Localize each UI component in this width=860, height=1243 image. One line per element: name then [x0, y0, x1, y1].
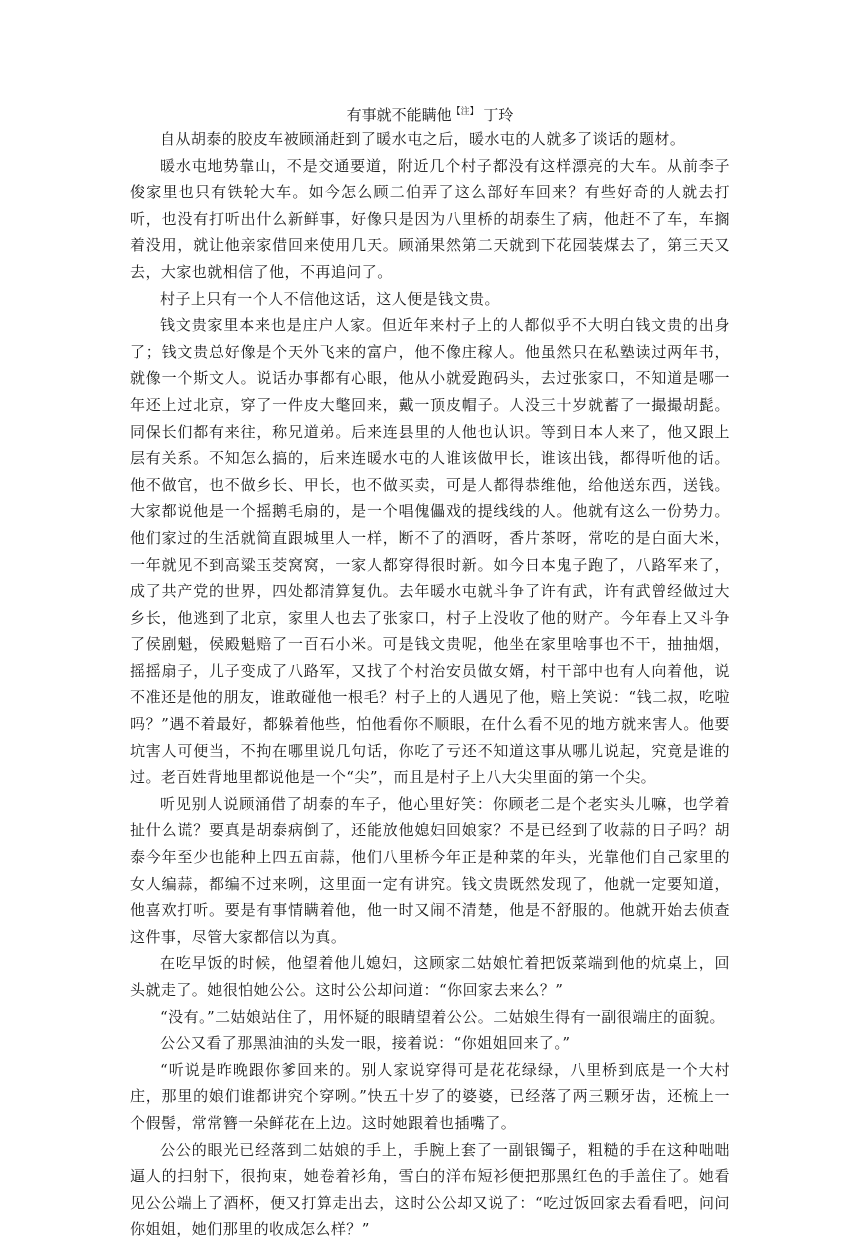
- footnote-marker: 【注】: [451, 107, 479, 117]
- document-body: [130, 126, 730, 1243]
- paragraph: 村子上只有一个人不信他这话，这人便是钱文贵。: [160, 289, 500, 308]
- paragraph: 钱文贵家里本来也是庄户人家。但近年来村子上的人都似乎不大明白钱文贵的出身了；钱文贵总好像是个天外飞来的富户，他不像庄稼人。他虽然只在私塾读过两年书，就像一个斯文人。说话办事都有心眼，他从小就爱跑码头，去过张家口，不知道是哪一年还上过北京，穿了一件皮大氅回来，戴一顶皮帽子。人没三十岁就蓄了一撮撮胡髭。同保长们都有来往，称兄道弟。后来连县里的人他也认识。等到日本人来了，他又跟上层有关系。不知怎么搞的，后来连暖水屯的人谁该做甲长，谁该出钱，都得听他的话。他不做官，也不做乡长、甲长，也不做买卖，可是人都得恭维他，给他送东西，送钱。大家都说他是一个摇鹅毛扇的，是一个唱傀儡戏的提线线的人。他就有这么一份势力。他们家过的生活就简直跟城里人一样，断不了的酒呀，香片茶呀，常吃的是白面大米，一年就见不到高粱玉茭窝窝，一家人都穿得很时新。如今日本鬼子跑了，八路军来了，成了共产党的世界，四处都清算复仇。去年暖水屯就斗争了许有武，许有武曾经做过大乡长，他逃到了北京，家里人也去了张家口，村子上没收了他的财产。今年春上又斗争了侯剧魁，侯殿魁赔了一百石小米。可是钱文贵呢，他坐在家里啥事也不干，抽抽烟，摇摇扇子，儿子变成了八路军，又找了个村治安员做女婿，村干部中也有人向着他，说不准还是他的朋友，谁敢碰他一根毛？村子上的人遇见了他，赔上笑说：“钱二叔，吃啦吗？”遇不着最好，都躲着他些，怕他看你不顺眼，在什么看不见的地方就来害人。他要坑害人可便当，不拘在哪里说几句话，你吃了亏还不知道这事从哪儿说起，究竟是谁的过。老百姓背地里都说他是一个“尖”，而且是村子上八大尖里面的第一个尖。: [130, 316, 730, 787]
- document-title: 有事就不能瞒他: [346, 106, 452, 124]
- paragraph: “没有。”二姑娘站住了，用怀疑的眼睛望着公公。二姑娘生得有一副很端庄的面貌。: [160, 1007, 725, 1026]
- paragraph: 听见别人说顾涌借了胡泰的车子，他心里好笑：你顾老二是个老实头儿嘛，也学着扯什么谎？要真是胡泰病倒了，还能放他媳妇回娘家？不是已经到了收蒜的日子吗？胡泰今年至少也能种上四五亩蒜，他们八里桥今年正是种菜的年头，光靠他们自己家里的女人编蒜，都编不过来咧，这里面一定有讲究。钱文贵既然发现了，他就一定要知道，他喜欢打听。要是有事情瞒着他，他一时又闹不清楚，他是不舒服的。他就开始去侦查这件事，尽管大家都信以为真。: [130, 794, 730, 946]
- document-title-line: [130, 101, 730, 126]
- paragraph: 在吃早饭的时候，他望着他儿媳妇，这顾家二姑娘忙着把饭菜端到他的炕桌上，回头就走了。她很怕她公公。这时公公却问道：“你回家去来么？”: [130, 954, 730, 999]
- document-author: 丁玲: [483, 106, 514, 124]
- paragraph: 公公的眼光已经落到二姑娘的手上，手腕上套了一副银镯子，粗糙的手在这种咄咄逼人的扫射下，很拘束，她卷着衫角，雪白的洋布短衫便把那黑红色的手盖住了。她看见公公端上了酒杯，便又打算走出去，这时公公却又说了：“吃过饭回家去看看吧，问问你姐姐，她们那里的收成怎么样？”: [130, 1140, 730, 1239]
- paragraph: “听说是昨晚跟你爹回来的。别人家说穿得可是花花绿绿，八里桥到底是一个大村庄，那里的娘们谁都讲究个穿咧。”快五十岁了的婆婆，已经落了两三颗牙齿，还梳上一个假髻，常常簪一朵鲜花在上边。这时她跟着也插嘴了。: [130, 1060, 730, 1132]
- paragraph: 公公又看了那黑油油的头发一眼，接着说：“你姐姐回来了。”: [160, 1034, 571, 1053]
- paragraph: 暖水屯地势靠山，不是交通要道，附近几个村子都没有这样漂亮的大车。从前李子俊家里也只有铁轮大车。如今怎么顾二伯弄了这么部好车回来？有些好奇的人就去打听，也没有打听出什么新鲜事，好像只是因为八里桥的胡泰生了病，他赶不了车，车搁着没用，就让他亲家借回来使用几天。顾涌果然第二天就到下花园装煤去了，第三天又去，大家也就相信了他，不再追问了。: [130, 156, 730, 281]
- paragraph: 自从胡泰的胶皮车被顾涌赶到了暖水屯之后，暖水屯的人就多了谈话的题材。: [160, 130, 686, 148]
